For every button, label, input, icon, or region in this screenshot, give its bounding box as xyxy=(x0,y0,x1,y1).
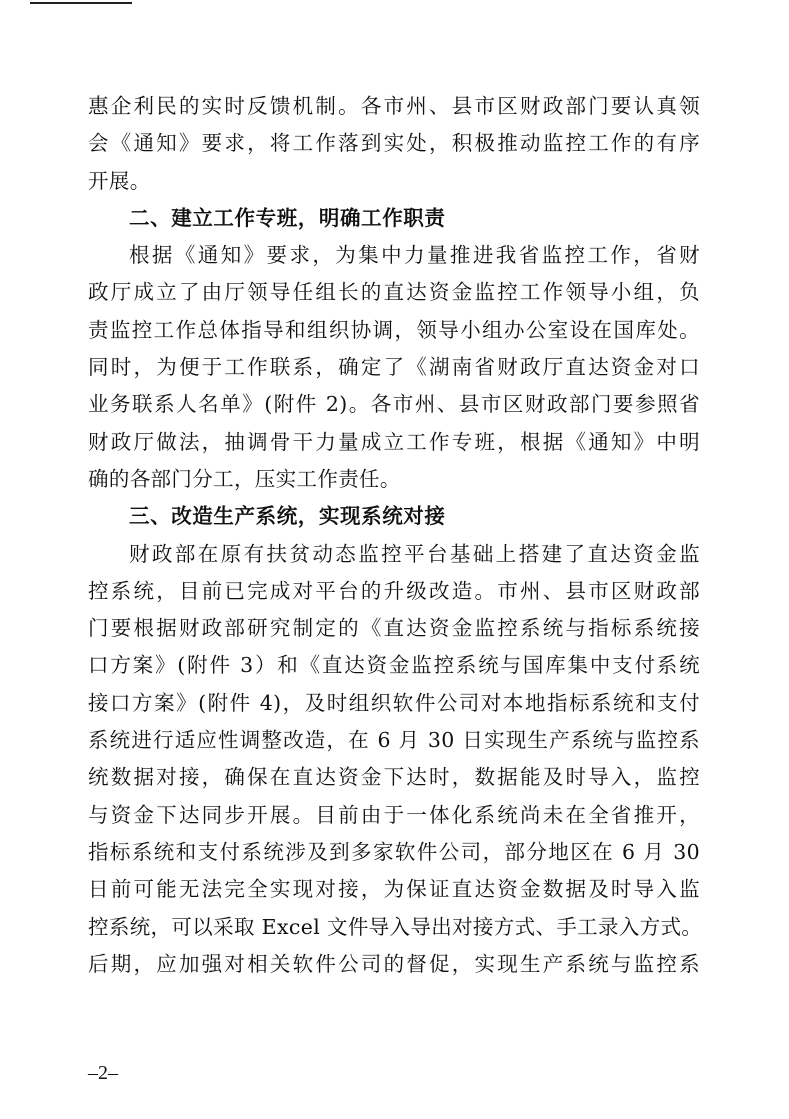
text-line: 控系统，目前已完成对平台的升级改造。市州、县市区财政部 xyxy=(88,578,700,603)
text-line: 会《通知》要求，将工作落到实处，积极推动监控工作的有序 xyxy=(88,131,700,156)
text-line: 控系统，可以采取 Excel 文件导入导出对接方式、手工录入方式。 xyxy=(88,914,703,939)
text-line: 与资金下达同步开展。目前由于一体化系统尚未在全省推开， xyxy=(88,802,700,827)
text-line: 门要根据财政部研究制定的《直达资金监控系统与指标系统接 xyxy=(88,616,700,641)
text-line: 确的各部门分工，压实工作责任。 xyxy=(88,466,401,491)
text-line: 责监控工作总体指导和组织协调，领导小组办公室设在国库处。 xyxy=(88,317,700,342)
text-line: 指标系统和支付系统涉及到多家软件公司，部分地区在 6 月 30 xyxy=(88,839,700,864)
page-number: –2– xyxy=(88,1062,118,1084)
text-line: 财政厅做法，抽调骨干力量成立工作专班，根据《通知》中明 xyxy=(88,429,700,454)
section-heading-3: 三、改造生产系统，实现系统对接 xyxy=(129,504,446,529)
text-line: 政厅成立了由厅领导任组长的直达资金监控工作领导小组，负 xyxy=(88,280,700,305)
document-page xyxy=(88,88,703,983)
text-line: 惠企利民的实时反馈机制。各市州、县市区财政部门要认真领 xyxy=(88,94,700,118)
paragraph-work-team xyxy=(88,237,700,498)
text-line: 口方案》(附件 3）和《直达资金监控系统与国库集中支付系统 xyxy=(88,653,700,678)
text-line: 财政部在原有扶贫动态监控平台基础上搭建了直达资金监 xyxy=(129,541,700,566)
text-line: 后期，应加强对相关软件公司的督促，实现生产系统与监控系 xyxy=(88,951,700,976)
text-line: 日前可能无法完全实现对接，为保证直达资金数据及时导入监 xyxy=(88,877,700,902)
text-line: 根据《通知》要求，为集中力量推进我省监控工作，省财 xyxy=(129,243,700,268)
text-line: 接口方案》(附件 4)，及时组织软件公司对本地指标系统和支付 xyxy=(88,690,700,715)
text-line: 业务联系人名单》(附件 2)。各市州、县市区财政部门要参照省 xyxy=(88,392,700,417)
paragraph-system-integration xyxy=(88,536,703,984)
text-line: 同时，为便于工作联系，确定了《湖南省财政厅直达资金对口 xyxy=(88,355,700,380)
text-line: 系统进行适应性调整改造，在 6 月 30 日实现生产系统与监控系 xyxy=(88,728,700,753)
section-heading-2: 二、建立工作专班，明确工作职责 xyxy=(129,205,446,230)
top-rule xyxy=(30,2,132,4)
paragraph-continuation xyxy=(88,88,700,200)
text-line: 开展。 xyxy=(88,168,151,193)
text-line: 统数据对接，确保在直达资金下达时，数据能及时导入，监控 xyxy=(88,765,700,790)
